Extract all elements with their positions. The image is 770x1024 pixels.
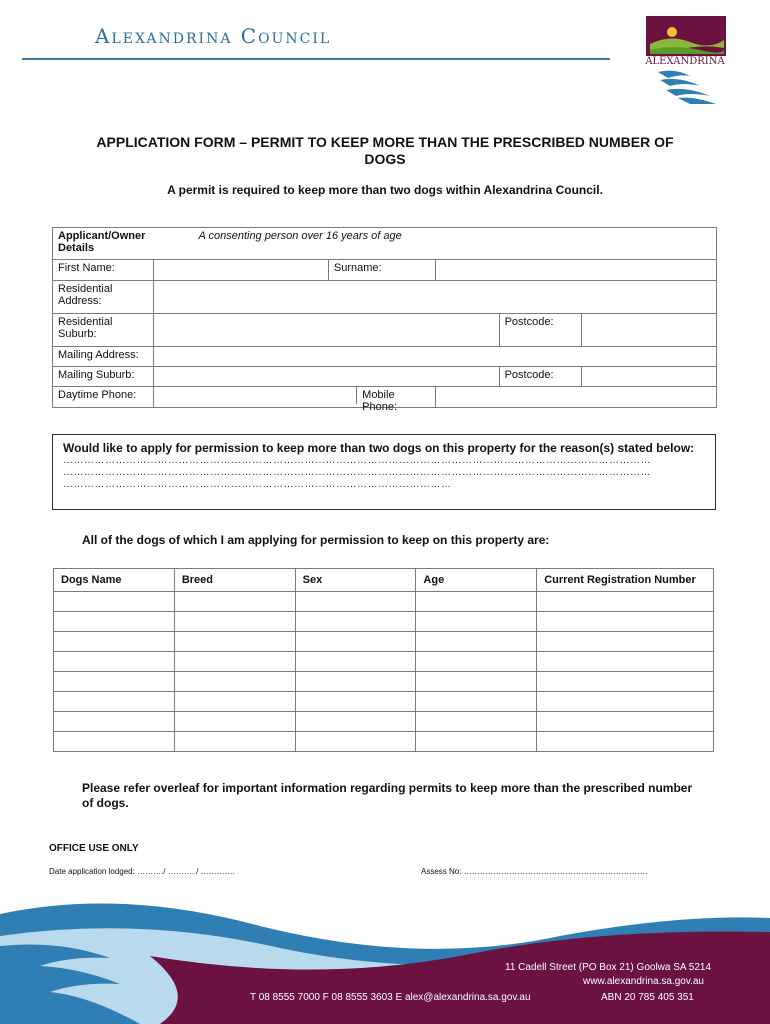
surname-field[interactable] (435, 260, 716, 281)
daytime-phone-label: Daytime Phone: (53, 387, 154, 408)
alexandrina-logo (630, 14, 740, 106)
dog-cell[interactable] (537, 692, 714, 712)
column-header: Sex (295, 569, 416, 592)
dog-cell[interactable] (416, 652, 537, 672)
dogs-header-row (54, 569, 714, 592)
dog-cell[interactable] (54, 592, 175, 612)
dog-cell[interactable] (174, 692, 295, 712)
logo-text: ALEXANDRINA (645, 56, 725, 67)
dog-cell[interactable] (416, 712, 537, 732)
dog-cell[interactable] (295, 732, 416, 752)
dog-cell[interactable] (537, 592, 714, 612)
mailing-postcode-label: Postcode: (499, 367, 582, 387)
reason-line-1[interactable]: …………………………………………………………………………………………………………………………………………………… (63, 455, 651, 466)
footer-contact: T 08 8555 7000 F 08 8555 3603 E alex@alexandrina.sa.gov.au (250, 992, 531, 1003)
mobile-phone-field[interactable] (435, 387, 716, 408)
dog-cell[interactable] (174, 612, 295, 632)
dog-cell[interactable] (174, 652, 295, 672)
residential-address-label: Residential Address: (53, 281, 154, 314)
applicant-section-note: A consenting person over 16 years of age (153, 228, 716, 260)
dogs-table (53, 568, 714, 752)
mobile-phone-label: Mobile Phone: (362, 389, 398, 413)
applicant-details-table (52, 227, 717, 413)
dog-cell[interactable] (537, 612, 714, 632)
dog-cell[interactable] (295, 612, 416, 632)
table-row (54, 592, 714, 612)
table-row (54, 652, 714, 672)
daytime-phone-input[interactable] (154, 387, 357, 404)
dog-cell[interactable] (416, 692, 537, 712)
first-name-label: First Name: (53, 260, 154, 281)
dog-cell[interactable] (416, 732, 537, 752)
dog-cell[interactable] (174, 672, 295, 692)
residential-address-field[interactable] (153, 281, 716, 314)
dogs-intro: All of the dogs of which I am applying for permission to keep on this property are: (82, 533, 550, 547)
reason-text: Would like to apply for permission to keep more than two dogs on this property for the reason(s) stated below: (63, 441, 695, 455)
table-row (54, 712, 714, 732)
daytime-phone-field[interactable] (153, 387, 435, 413)
mailing-address-field[interactable] (153, 347, 716, 367)
dog-cell[interactable] (54, 692, 175, 712)
assess-no-field[interactable]: Assess No: …………………………………………………………… (421, 867, 648, 876)
dog-cell[interactable] (54, 712, 175, 732)
footer-abn: ABN 20 785 405 351 (601, 992, 694, 1003)
residential-suburb-field[interactable] (153, 314, 499, 347)
applicant-section-label: Applicant/Owner Details (53, 228, 154, 260)
footer-wave-graphic (0, 896, 770, 1024)
table-row (54, 612, 714, 632)
dog-cell[interactable] (54, 672, 175, 692)
dog-cell[interactable] (416, 612, 537, 632)
form-intro: A permit is required to keep more than two dogs within Alexandrina Council. (167, 183, 603, 197)
column-header: Age (416, 569, 537, 592)
dog-cell[interactable] (295, 672, 416, 692)
residential-postcode-field[interactable] (582, 314, 717, 347)
dog-cell[interactable] (174, 732, 295, 752)
mailing-suburb-field[interactable] (153, 367, 499, 387)
form-title: APPLICATION FORM – PERMIT TO KEEP MORE THAN THE PRESCRIBED NUMBER OF DOGS (96, 134, 674, 167)
table-row (54, 732, 714, 752)
table-row (54, 672, 714, 692)
mailing-postcode-field[interactable] (582, 367, 717, 387)
surname-label: Surname: (328, 260, 435, 281)
council-name: Alexandrina Council (95, 24, 332, 48)
reason-box (52, 434, 716, 510)
office-use-title: OFFICE USE ONLY (49, 843, 139, 854)
column-header: Breed (174, 569, 295, 592)
overleaf-note: Please refer overleaf for important information regarding permits to keep more than the prescribed number of dogs. (82, 781, 693, 810)
dog-cell[interactable] (295, 712, 416, 732)
residential-suburb-label: Residential Suburb: (53, 314, 154, 347)
dog-cell[interactable] (537, 712, 714, 732)
dog-cell[interactable] (174, 712, 295, 732)
mailing-suburb-label: Mailing Suburb: (53, 367, 154, 387)
dog-cell[interactable] (416, 672, 537, 692)
dog-cell[interactable] (537, 652, 714, 672)
dog-cell[interactable] (537, 732, 714, 752)
dog-cell[interactable] (54, 612, 175, 632)
table-row (54, 692, 714, 712)
column-header: Dogs Name (54, 569, 175, 592)
dog-cell[interactable] (295, 692, 416, 712)
reason-line-3[interactable]: ………………………………………………………………………………………………… (63, 479, 452, 490)
postcode-label: Postcode: (499, 314, 582, 347)
reason-line-2[interactable]: …………………………………………………………………………………………………………………………………………………… (63, 467, 651, 478)
dog-cell[interactable] (54, 732, 175, 752)
date-lodged-field[interactable]: Date application lodged: ………./ ………. / …………. (49, 867, 235, 876)
dog-cell[interactable] (295, 592, 416, 612)
dog-cell[interactable] (54, 652, 175, 672)
table-row (54, 632, 714, 652)
dog-cell[interactable] (537, 672, 714, 692)
dog-cell[interactable] (174, 592, 295, 612)
dog-cell[interactable] (54, 632, 175, 652)
mailing-address-label: Mailing Address: (53, 347, 154, 367)
dog-cell[interactable] (295, 652, 416, 672)
column-header: Current Registration Number (537, 569, 714, 592)
first-name-field[interactable] (153, 260, 328, 281)
dog-cell[interactable] (537, 632, 714, 652)
dog-cell[interactable] (416, 592, 537, 612)
header-divider (22, 58, 610, 60)
dog-cell[interactable] (416, 632, 537, 652)
footer (0, 896, 770, 1024)
dog-cell[interactable] (295, 632, 416, 652)
footer-website[interactable]: www.alexandrina.sa.gov.au (583, 976, 704, 987)
dog-cell[interactable] (174, 632, 295, 652)
footer-address: 11 Cadell Street (PO Box 21) Goolwa SA 5214 (505, 962, 712, 973)
